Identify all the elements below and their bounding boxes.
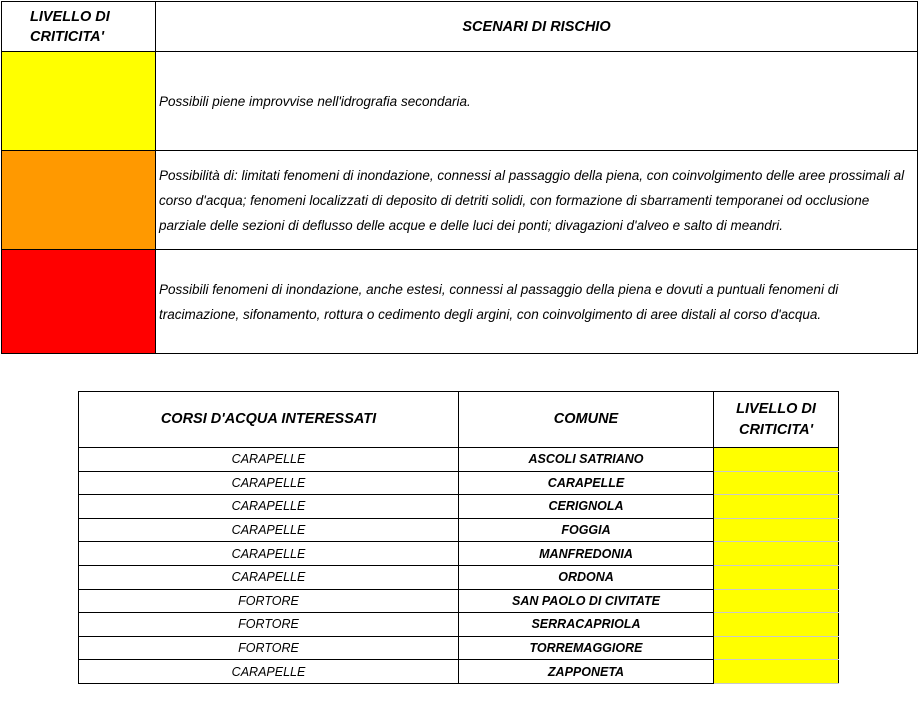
table-row — [79, 471, 839, 495]
table-row — [79, 518, 839, 542]
watercourse-cell: CARAPELLE — [79, 542, 459, 566]
table-row — [79, 636, 839, 660]
scenario-row-yellow — [2, 52, 918, 151]
table-row — [79, 495, 839, 519]
table-row — [79, 660, 839, 684]
table-row — [79, 542, 839, 566]
header-criticality-level: LIVELLO DI CRITICITA' — [2, 2, 156, 52]
risk-scenarios-header-row — [2, 2, 918, 52]
watercourse-cell: CARAPELLE — [79, 471, 459, 495]
header-risk-scenarios: SCENARI DI RISCHIO — [156, 2, 918, 52]
criticality-level-cell — [714, 542, 839, 566]
watercourse-cell: FORTORE — [79, 613, 459, 637]
municipality-cell: SAN PAOLO DI CIVITATE — [459, 589, 714, 613]
criticality-level-cell — [714, 636, 839, 660]
level-swatch-orange — [2, 151, 156, 250]
municipality-cell: CERIGNOLA — [459, 495, 714, 519]
municipality-cell: SERRACAPRIOLA — [459, 613, 714, 637]
criticality-level-cell — [714, 518, 839, 542]
level-swatch-yellow — [2, 52, 156, 151]
municipality-cell: MANFREDONIA — [459, 542, 714, 566]
municipality-cell: TORREMAGGIORE — [459, 636, 714, 660]
municipalities-header-row — [79, 392, 839, 448]
scenario-text-yellow: Possibili piene improvvise nell'idrografia secondaria. — [156, 52, 918, 151]
criticality-level-cell — [714, 471, 839, 495]
table-row — [79, 589, 839, 613]
level-swatch-red — [2, 250, 156, 354]
criticality-level-cell — [714, 613, 839, 637]
criticality-level-cell — [714, 565, 839, 589]
municipality-cell: ORDONA — [459, 565, 714, 589]
municipality-cell: CARAPELLE — [459, 471, 714, 495]
municipalities-table — [78, 391, 839, 684]
watercourse-cell: CARAPELLE — [79, 495, 459, 519]
criticality-level-cell — [714, 448, 839, 472]
risk-scenarios-table — [1, 1, 918, 354]
scenario-row-red — [2, 250, 918, 354]
criticality-level-cell — [714, 495, 839, 519]
scenario-row-orange — [2, 151, 918, 250]
municipality-cell: ZAPPONETA — [459, 660, 714, 684]
watercourse-cell: CARAPELLE — [79, 565, 459, 589]
criticality-level-cell — [714, 589, 839, 613]
header-criticality: LIVELLO DI CRITICITA' — [714, 392, 839, 448]
table-row — [79, 448, 839, 472]
municipality-cell: FOGGIA — [459, 518, 714, 542]
watercourse-cell: FORTORE — [79, 636, 459, 660]
header-municipality: COMUNE — [459, 392, 714, 448]
scenario-text-red: Possibili fenomeni di inondazione, anche estesi, connessi al passaggio della piena e dovuti a puntuali fenomeni di tracimazione, sifonamento, rottura o cedimento degli argini, con coinvolgimento di aree distali al corso d'acqua. — [156, 250, 918, 354]
municipality-cell: ASCOLI SATRIANO — [459, 448, 714, 472]
watercourse-cell: CARAPELLE — [79, 660, 459, 684]
watercourse-cell: CARAPELLE — [79, 448, 459, 472]
header-watercourses: CORSI D'ACQUA INTERESSATI — [79, 392, 459, 448]
watercourse-cell: CARAPELLE — [79, 518, 459, 542]
watercourse-cell: FORTORE — [79, 589, 459, 613]
table-row — [79, 613, 839, 637]
table-row — [79, 565, 839, 589]
criticality-level-cell — [714, 660, 839, 684]
scenario-text-orange: Possibilità di: limitati fenomeni di inondazione, connessi al passaggio della piena, con coinvolgimento delle aree prossimali al corso d'acqua; fenomeni localizzati di deposito di detriti solidi, con formazione di sbarramenti temporanei od occlusione parziale delle sezioni di deflusso delle acque e delle luci dei ponti; divagazioni d'alveo e salto di meandri. — [156, 151, 918, 250]
